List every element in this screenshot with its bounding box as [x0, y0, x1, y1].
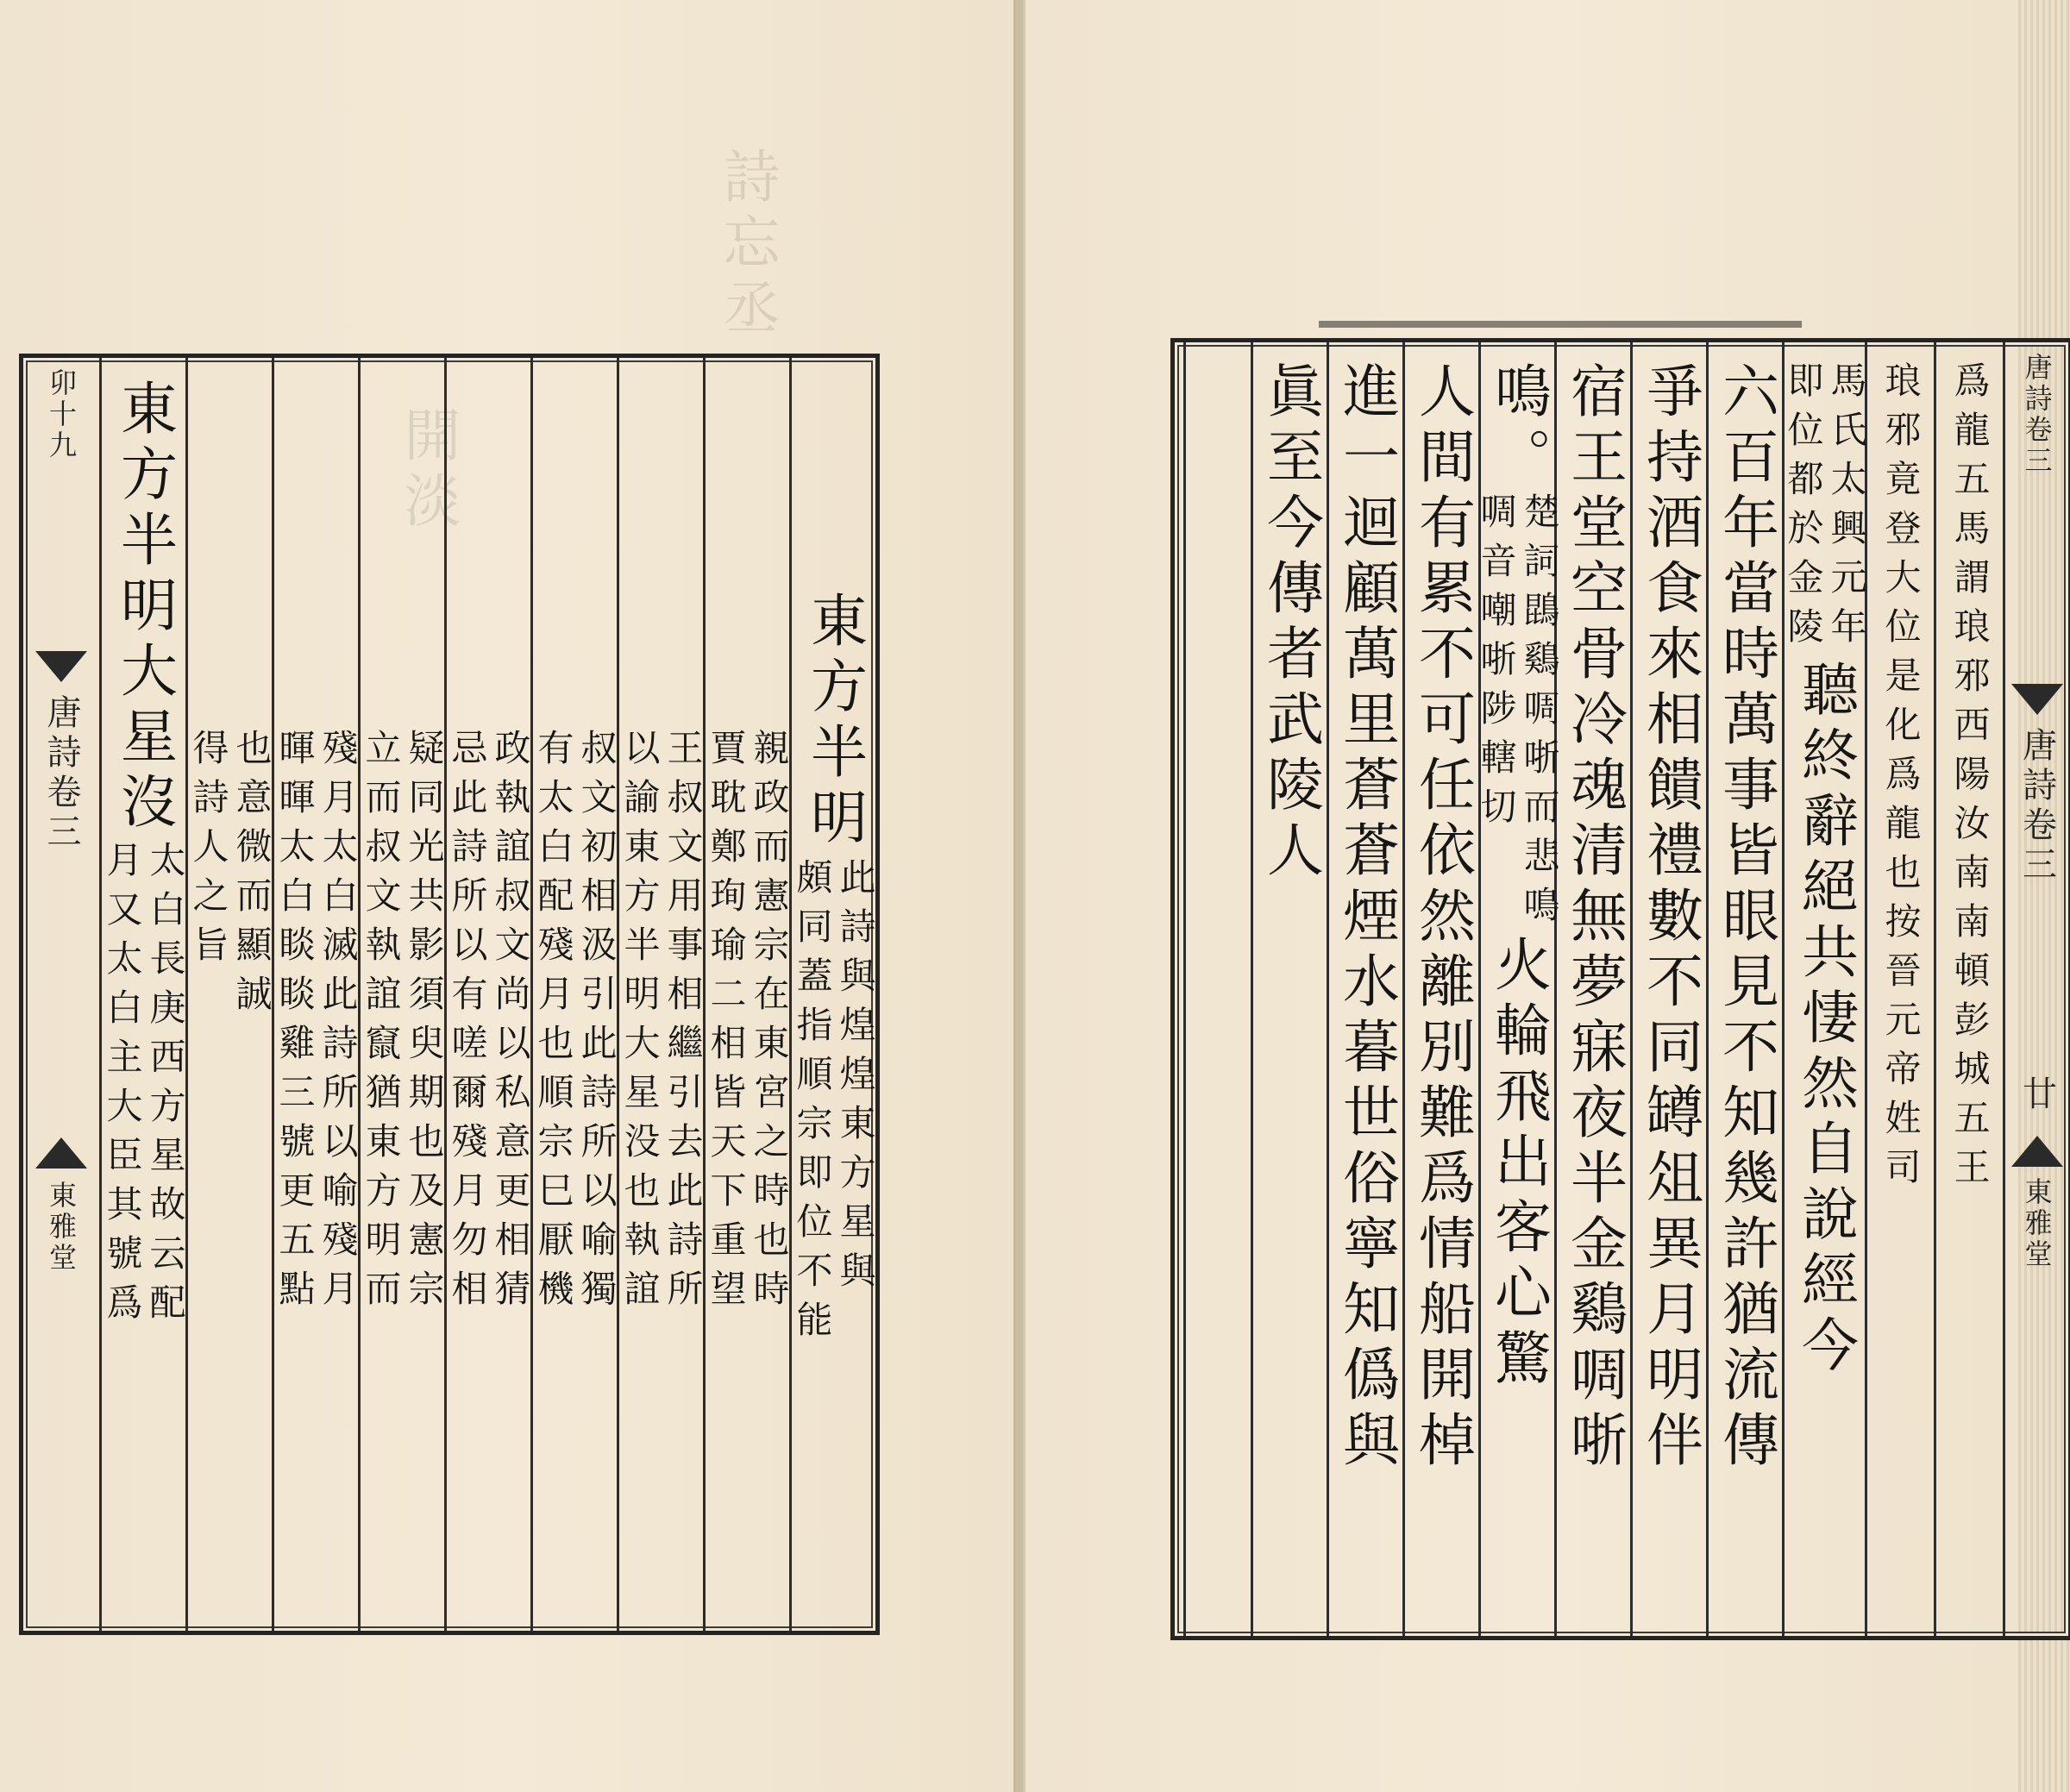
left-column-7 — [272, 358, 358, 1631]
right-column-10 — [1251, 342, 1327, 1636]
left-column-6 — [358, 358, 444, 1631]
left-text-frame — [19, 354, 880, 1635]
annotation-left: 頗同蓋指順宗即位不能 — [791, 858, 834, 1350]
right-column-6 — [1554, 342, 1630, 1636]
annotation-right: 王叔文用事相繼引去此詩所 — [662, 729, 705, 1319]
annotation-right: 政執誼叔文尚以私意更相猜 — [489, 729, 532, 1319]
left-page — [0, 0, 1016, 1792]
annotation: 爲龍五馬謂琅邪西陽汝南南頓彭城五王 — [1948, 361, 1992, 1197]
left-margin-column — [23, 358, 99, 1631]
left-column-5 — [444, 358, 530, 1631]
poem-line: 眞至今傳者武陵人 — [1257, 361, 1324, 886]
annotation-right: 疑同光共影須臾期也及憲宗 — [403, 729, 446, 1319]
annotation-left: 有太白配殘月也順宗巳厭機 — [532, 729, 575, 1319]
poem-title: 東方半明 — [800, 591, 868, 853]
ink-bleed-through: 詩忘丞 — [713, 147, 780, 343]
poem-line: 聽終辭絕共悽然自說經今 — [1791, 660, 1859, 1381]
annotation-right: 殘月太白滅此詩所以喻殘月 — [317, 729, 360, 1319]
fishtail-mark-lower — [35, 1137, 87, 1169]
fishtail-mark-upper — [35, 651, 87, 682]
poem-line: 東方半明大星沒 — [110, 379, 178, 837]
poem-line: 爭持酒食來相饋禮數不同罇俎異月明伴 — [1636, 361, 1703, 1476]
left-column-1 — [789, 358, 875, 1631]
right-column-1 — [1934, 342, 2003, 1636]
poem-line: 六百年當時萬事皆眼見不知幾許猶流傳 — [1712, 361, 1779, 1476]
poem-line: 進一迴顧萬里蒼蒼煙水暮世俗寧知僞與 — [1333, 361, 1400, 1476]
right-column-8 — [1402, 342, 1478, 1636]
right-margin-column — [2003, 342, 2068, 1636]
left-column-2 — [703, 358, 789, 1631]
annotation-right: 太白長庚西方星故云配 — [144, 841, 187, 1332]
right-column-7 — [1475, 342, 1561, 1636]
left-column-4 — [530, 358, 617, 1631]
left-column-8 — [185, 358, 272, 1631]
annotation-left: 暉暉太白睒睒雞三號更五點 — [273, 729, 317, 1319]
annotation-left: 賈耽鄭珣瑜二相皆天下重望 — [705, 729, 748, 1319]
fishtail-mark-lower — [2011, 1136, 2063, 1167]
volume-title: 唐詩卷三 — [2017, 727, 2057, 886]
ink-bleed-through: 開淡 — [394, 405, 461, 536]
left-column-3 — [617, 358, 703, 1631]
right-column-2 — [1865, 342, 1934, 1636]
right-page — [1023, 0, 2070, 1792]
volume-title-top: 唐詩卷三 — [2020, 353, 2054, 477]
poem-line: 火輪飛出客心驚 — [1484, 935, 1552, 1394]
folio-number: 廿 — [2017, 1075, 2057, 1115]
annotation-right: 此詩與煌煌東方星與 — [834, 858, 877, 1300]
annotation-left: 即位都於金陵 — [1782, 361, 1825, 656]
annotation-right: 親政而憲宗在東宮之時也時 — [748, 729, 791, 1319]
publisher-name: 東雅堂 — [45, 1181, 78, 1274]
left-column-9 — [99, 358, 185, 1631]
annotation-right: 也意微而顯誠 — [230, 729, 273, 1024]
right-text-frame — [1170, 338, 2070, 1640]
fishtail-mark-upper — [2011, 684, 2063, 715]
poem-line: 人間有累不可任依然離別難爲情船開棹 — [1408, 361, 1476, 1476]
annotation-left: 立而叔文執誼竄猶東方明而 — [360, 729, 403, 1319]
poem-line: 宿王堂空骨冷魂清無夢寐夜半金鷄啁哳 — [1560, 361, 1628, 1476]
annotation-left: 月又太白主大臣其號爲 — [101, 841, 144, 1332]
annotation-right: 馬氏太興元年 — [1825, 361, 1868, 656]
ink-smudge — [1319, 321, 1802, 328]
right-column-5 — [1630, 342, 1706, 1636]
right-column-11-empty — [1183, 342, 1251, 1636]
poem-line: 鳴。 — [1484, 361, 1552, 492]
publisher-name: 東雅堂 — [2020, 1177, 2054, 1270]
annotation-left: 忌此詩所以有嗟爾殘月勿相 — [446, 729, 489, 1319]
folio-number: 卯十九 — [45, 368, 78, 461]
annotation-left: 啁音嘲哳陟轄切 — [1475, 492, 1518, 836]
right-column-3 — [1782, 342, 1868, 1636]
annotation: 琅邪竟登大位是化爲龍也按晉元帝姓司 — [1879, 361, 1923, 1197]
right-column-9 — [1327, 342, 1402, 1636]
annotation-left: 得詩人之旨 — [187, 729, 230, 974]
annotation-right: 楚詞鵾鷄啁哳而悲鳴 — [1518, 492, 1561, 935]
volume-title: 唐詩卷三 — [41, 694, 81, 853]
annotation-right: 叔文初相汲引此詩所以喻獨 — [575, 729, 618, 1319]
right-column-4 — [1706, 342, 1782, 1636]
annotation-left: 以諭東方半明大星没也執誼 — [618, 729, 662, 1319]
